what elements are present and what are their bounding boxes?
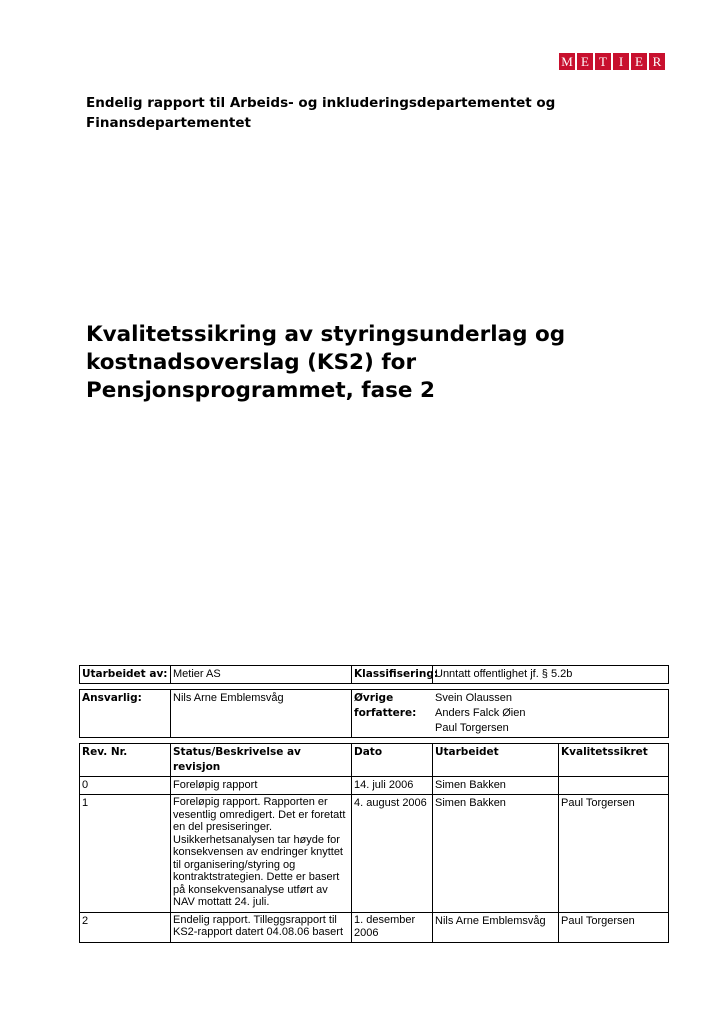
rev-date: 14. juli 2006 — [354, 779, 414, 791]
document-info-table — [79, 665, 669, 943]
rev-date: 4. august 2006 — [354, 797, 427, 809]
rev-number: 0 — [82, 779, 89, 791]
column-header: Rev. Nr. — [82, 746, 128, 758]
logo-letter: R — [649, 53, 665, 70]
other-author: Svein Olaussen — [435, 692, 513, 704]
prepared-by-label: Utarbeidet av: — [82, 668, 168, 680]
revision-row — [80, 777, 669, 795]
rev-prepared: Nils Arne Emblemsvåg — [435, 914, 546, 927]
classification-label: Klassifisering: — [354, 668, 439, 680]
other-author: Anders Falck Øien — [435, 707, 526, 719]
report-subtitle: Endelig rapport til Arbeids- og inkluderingsdepartementet og Finansdepartementet — [86, 95, 556, 131]
rev-qa — [559, 777, 668, 779]
logo-letter: E — [577, 53, 593, 70]
logo-letter: I — [613, 53, 629, 70]
rev-prepared: Simen Bakken — [435, 779, 506, 791]
other-author: Paul Torgersen — [435, 722, 509, 734]
column-header: Dato — [354, 746, 383, 758]
logo-letter: T — [595, 53, 611, 70]
rev-status: Endelig rapport. Tilleggsrapport til KS2-rapport datert 04.08.06 basert — [173, 913, 343, 938]
column-header: Utarbeidet — [435, 746, 499, 758]
rev-status: Foreløpig rapport. Rapporten er vesentlig omredigert. Det er foretatt en del presiseringer. Usikkerhetsanalysen tar høyde for konsekvensen av endringer knyttet til organisering/styring og kontraktstrategien. Dette er basert på konsekvensanalyse utført av NAV mottatt 24. juli. — [173, 796, 346, 908]
metier-logo — [559, 53, 665, 70]
logo-letter: E — [631, 53, 647, 70]
rev-number: 1 — [82, 797, 89, 809]
column-header: Kvalitetssikret — [561, 746, 648, 758]
info-row-prepared — [80, 666, 669, 684]
report-title: Kvalitetssikring av styringsunderlag og kostnadsoverslag (KS2) for Pensjonsprogrammet, fase 2 — [86, 322, 566, 403]
prepared-by-value: Metier AS — [173, 668, 221, 680]
info-row-responsible — [80, 690, 669, 738]
rev-number: 2 — [82, 914, 89, 927]
revision-row — [80, 912, 669, 942]
rev-status: Foreløpig rapport — [173, 779, 258, 791]
responsible-label: Ansvarlig: — [82, 692, 142, 704]
column-header: Status/Beskrivelse av revisjon — [173, 746, 301, 773]
rev-date: 1. desember 2006 — [354, 913, 416, 939]
revision-row — [80, 795, 669, 913]
rev-qa: Paul Torgersen — [561, 797, 635, 809]
other-authors-label: Øvrige forfattere: — [354, 692, 417, 719]
rev-prepared: Simen Bakken — [435, 797, 506, 809]
revision-header-row — [80, 744, 669, 777]
responsible-value: Nils Arne Emblemsvåg — [173, 692, 284, 704]
rev-qa: Paul Torgersen — [561, 914, 635, 927]
logo-letter: M — [559, 53, 575, 70]
classification-value: Unntatt offentlighet jf. § 5.2b — [435, 668, 573, 680]
